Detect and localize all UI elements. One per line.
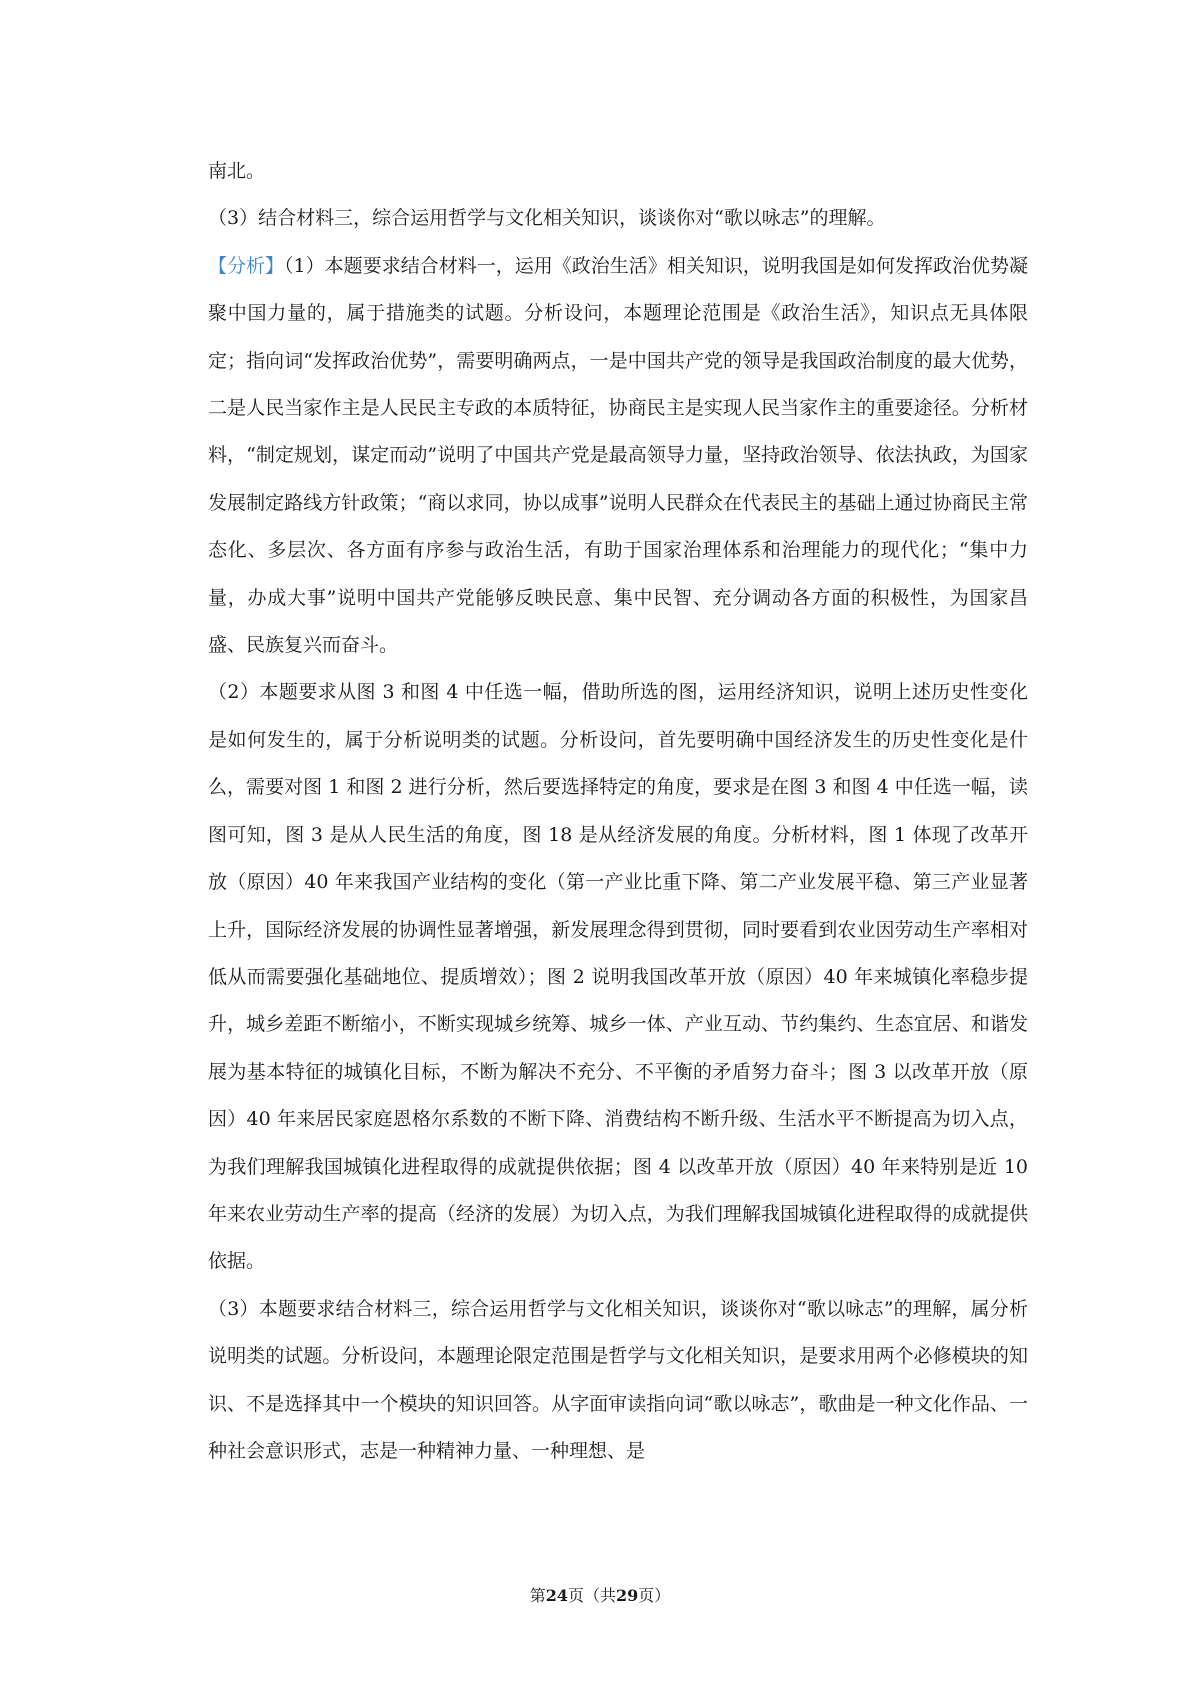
document-body: [208, 148, 1028, 1475]
footer-prefix: 第: [529, 1586, 546, 1605]
analysis-part-1-text: （1）本题要求结合材料一，运用《政治生活》相关知识，说明我国是如何发挥政治优势凝聚中国力量的，属于措施类的试题。分析设问，本题理论范围是《政治生活》，知识点无具体限定；指向词“发挥政治优势”，需要明确两点，一是中国共产党的领导是我国政治制度的最大优势，二是人民当家作主是人民民主专政的本质特征，协商民主是实现人民当家作主的重要途径。分析材料，“制定规划，谋定而动”说明了中国共产党是最高领导力量，坚持政治领导、依法执政，为国家发展制定路线方针政策；“商以求同，协以成事”说明人民群众在代表民主的基础上通过协商民主常态化、多层次、各方面有序参与政治生活，有助于国家治理体系和治理能力的现代化；“集中力量，办成大事”说明中国共产党能够反映民意、集中民智、充分调动各方面的积极性，为国家昌盛、民族复兴而奋斗。: [208, 254, 1028, 657]
total-page-count: 29: [616, 1586, 639, 1605]
footer-middle: 页（共: [567, 1586, 616, 1605]
page-footer: [0, 1586, 1200, 1606]
analysis-part-2: （2）本题要求从图 3 和图 4 中任选一幅，借助所选的图，运用经济知识，说明上述历史性变化是如何发生的，属于分析说明类的试题。分析设问，首先要明确中国经济发生的历史性变化是什么，需要对图 1 和图 2 进行分析，然后要选择特定的角度，要求是在图 3 和图 4 中任选一幅，读图可知，图 3 是从人民生活的角度，图 18 是从经济发展的角度。分析材料，图 1 体现了改革开放（原因）40 年来我国产业结构的变化（第一产业比重下降、第二产业发展平稳、第三产业显著上升，国际经济发展的协调性显著增强，新发展理念得到贯彻，同时要看到农业因劳动生产率相对低从而需要强化基础地位、提质增效）；图 2 说明我国改革开放（原因）40 年来城镇化率稳步提升，城乡差距不断缩小，不断实现城乡统筹、城乡一体、产业互动、节约集约、生态宜居、和谐发展为基本特征的城镇化目标，不断为解决不充分、不平衡的矛盾努力奋斗；图 3 以改革开放（原因）40 年来居民家庭恩格尔系数的不断下降、消费结构不断升级、生活水平不断提高为切入点，为我们理解我国城镇化进程取得的成就提供依据；图 4 以改革开放（原因）40 年来特别是近 10 年来农业劳动生产率的提高（经济的发展）为切入点，为我们理解我国城镇化进程取得的成就提供依据。: [208, 681, 1028, 1273]
analysis-part-3: （3）本题要求结合材料三，综合运用哲学与文化相关知识，谈谈你对“歌以咏志”的理解，属分析说明类的试题。分析设问，本题理论限定范围是哲学与文化相关知识，是要求用两个必修模块的知识、不是选择其中一个模块的知识回答。从字面审读指向词“歌以咏志”，歌曲是一种文化作品、一种社会意识形式，志是一种精神力量、一种理想、是: [208, 1297, 1028, 1462]
analysis-part-1: [208, 243, 1028, 670]
analysis-label: 【分析】: [208, 254, 285, 277]
footer-suffix: 页）: [638, 1586, 671, 1605]
paragraph-continuation: 南北。: [208, 160, 266, 182]
question-3: （3）结合材料三，综合运用哲学与文化相关知识，谈谈你对“歌以咏志”的理解。: [208, 207, 886, 230]
current-page-number: 24: [545, 1586, 568, 1605]
